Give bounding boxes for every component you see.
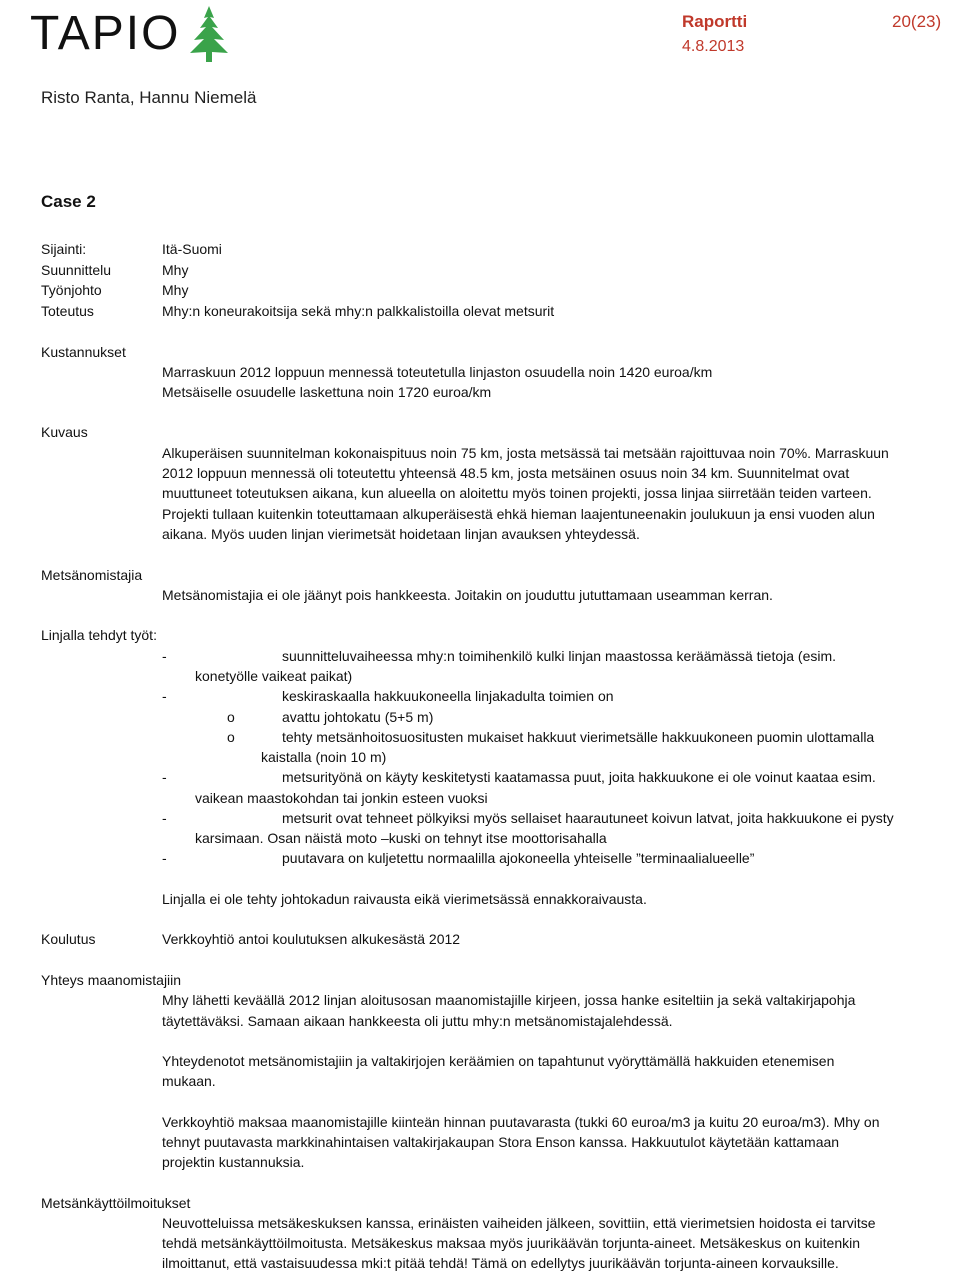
yhteys-line: Yhteydenotot metsänomistajiin ja valtakirjojen keräämien on tapahtunut vyöryttämällä hakkuiden etenemisen xyxy=(162,1053,835,1069)
circle-bullet: o xyxy=(227,709,235,725)
yhteys-line: Mhy lähetti keväällä 2012 linjan aloitusosan maanomistajille kirjeen, jossa hanke esiteltiin ja sekä valtakirjapohja xyxy=(162,992,856,1008)
sub-list-item-cont: kaistalla (noin 10 m) xyxy=(261,749,387,765)
label-kustannukset: Kustannukset xyxy=(41,344,126,360)
kustannukset-line: Marraskuun 2012 loppuun mennessä toteutetulla linjaston osuudella noin 1420 euroa/km xyxy=(162,364,713,380)
tree-logo-icon xyxy=(188,6,230,62)
metsankaytto-line: Neuvotteluissa metsäkeskuksen kanssa, erinäisten vaiheiden jälkeen, sovittiin, että vierimetsien hoidosta ei tarvitse xyxy=(162,1215,876,1231)
circle-bullet: o xyxy=(227,729,235,745)
metsankaytto-line: tehdä metsänkäyttöilmoitusta. Metsäkeskus maksaa myös juurikäävän torjunta-aineet. Metsäkeskus on kuitenkin xyxy=(162,1235,861,1251)
sub-list-item: avattu johtokatu (5+5 m) xyxy=(282,709,434,725)
dash-bullet: - xyxy=(162,810,167,826)
koulutus-text: Verkkoyhtiö antoi koulutuksen alkukesästä 2012 xyxy=(162,931,461,947)
list-item-cont: vaikean maastokohdan tai jonkin esteen vuoksi xyxy=(195,790,488,806)
report-date: 4.8.2013 xyxy=(682,38,745,55)
value-toteutus: Mhy:n koneurakoitsija sekä mhy:n palkkalistoilla olevat metsurit xyxy=(162,303,555,319)
yhteys-line: Verkkoyhtiö maksaa maanomistajille kiinteän hinnan puutavarasta (tukki 60 euroa/m3 ja kuitu 20 euroa/m3). Mhy on xyxy=(162,1114,880,1130)
list-item: metsurityönä on käyty keskitetysti kaatamassa puut, joita hakkuukone ei ole voinut kaataa esim. xyxy=(282,769,876,785)
kuvaus-line: 2012 loppuun mennessä oli toteutettu yhteensä 48.5 km, josta metsäinen osuus noin 34 km. Suunnitelmat ovat xyxy=(162,465,850,481)
linjalla-closing: Linjalla ei ole tehty johtokadun raivausta eikä vierimetsässä ennakkoraivausta. xyxy=(162,891,647,907)
authors: Risto Ranta, Hannu Niemelä xyxy=(41,88,257,107)
yhteys-line: mukaan. xyxy=(162,1073,216,1089)
metsankaytto-line: ilmoittanut, että vastaisuudessa mki:t pitää tehdä! Tämä on edellytys juurikäävän torjunta-aineen korvauksille. xyxy=(162,1255,839,1271)
list-item: keskiraskaalla hakkuukoneella linjakadulta toimien on xyxy=(282,688,614,704)
dash-bullet: - xyxy=(162,769,167,785)
value-suunnittelu: Mhy xyxy=(162,262,189,278)
label-metsanomistajia: Metsänomistajia xyxy=(41,567,143,583)
list-item-cont: karsimaan. Osan näistä moto –kuski on tehnyt itse moottorisahalla xyxy=(195,830,607,846)
label-yhteys: Yhteys maanomistajiin xyxy=(41,972,182,988)
label-toteutus: Toteutus xyxy=(41,303,94,319)
page-number: 20(23) xyxy=(892,12,942,31)
list-item: metsurit ovat tehneet pölkyiksi myös sellaiset haarautuneet koivun latvat, joita hakkuukone ei pysty xyxy=(282,810,894,826)
label-kuvaus: Kuvaus xyxy=(41,424,88,440)
label-tyonjohto: Työnjohto xyxy=(41,282,102,298)
value-tyonjohto: Mhy xyxy=(162,282,189,298)
yhteys-line: projektin kustannuksia. xyxy=(162,1154,305,1170)
metsanomistajia-text: Metsänomistajia ei ole jäänyt pois hankkeesta. Joitakin on jouduttu jututtamaan useamman kerran. xyxy=(162,587,773,603)
yhteys-line: tehnyt puutavasta markkinahintaisen valtakirjakaupan Stora Enson kanssa. Hakkuutulot käytetään kattamaan xyxy=(162,1134,840,1150)
label-koulutus: Koulutus xyxy=(41,931,96,947)
sub-list-item: tehty metsänhoitosuositusten mukaiset hakkuut vierimetsälle hakkuukoneen puomin ulottamalla xyxy=(282,729,875,745)
kuvaus-line: aikana. Myös uuden linjan vierimetsät hoidetaan linjan avauksen yhteydessä. xyxy=(162,526,640,542)
list-item-cont: konetyölle vaikeat paikat) xyxy=(195,668,353,684)
case-title: Case 2 xyxy=(41,192,96,211)
label-sijainti: Sijainti: xyxy=(41,241,87,257)
list-item: suunnitteluvaiheessa mhy:n toimihenkilö kulki linjan maastossa keräämässä tietoja (esim. xyxy=(282,648,837,664)
dash-bullet: - xyxy=(162,688,167,704)
kuvaus-line: muuttuneet toteutuksen aikana, kun alueella on aloitettu myös toinen projekti, jossa linjaa siirretään teiden varteen. xyxy=(162,485,872,501)
dash-bullet: - xyxy=(162,850,167,866)
label-linjalla: Linjalla tehdyt työt: xyxy=(41,627,157,643)
logo-wordmark: TAPIO xyxy=(30,7,181,60)
yhteys-line: täytettäväksi. Samaan aikaan hankkeesta oli juttu mhy:n metsänomistajalehdessä. xyxy=(162,1013,673,1029)
label-metsankaytto: Metsänkäyttöilmoitukset xyxy=(41,1195,191,1211)
list-item: puutavara on kuljetettu normaalilla ajokoneella yhteiselle ”terminaalialueelle” xyxy=(282,850,755,866)
kuvaus-line: Alkuperäisen suunnitelman kokonaispituus noin 75 km, josta metsässä tai metsään rajoittuvaa noin 70%. Marraskuun xyxy=(162,445,889,461)
kuvaus-line: Projekti tullaan kuitenkin toteuttamaan alkuperäisestä ehkä hieman laajentuneenakin joulukuun ja ensi vuoden alun xyxy=(162,506,875,522)
report-label: Raportti xyxy=(682,12,748,31)
dash-bullet: - xyxy=(162,648,167,664)
value-sijainti: Itä-Suomi xyxy=(162,241,222,257)
kustannukset-line: Metsäiselle osuudelle laskettuna noin 1720 euroa/km xyxy=(162,384,492,400)
label-suunnittelu: Suunnittelu xyxy=(41,262,112,278)
